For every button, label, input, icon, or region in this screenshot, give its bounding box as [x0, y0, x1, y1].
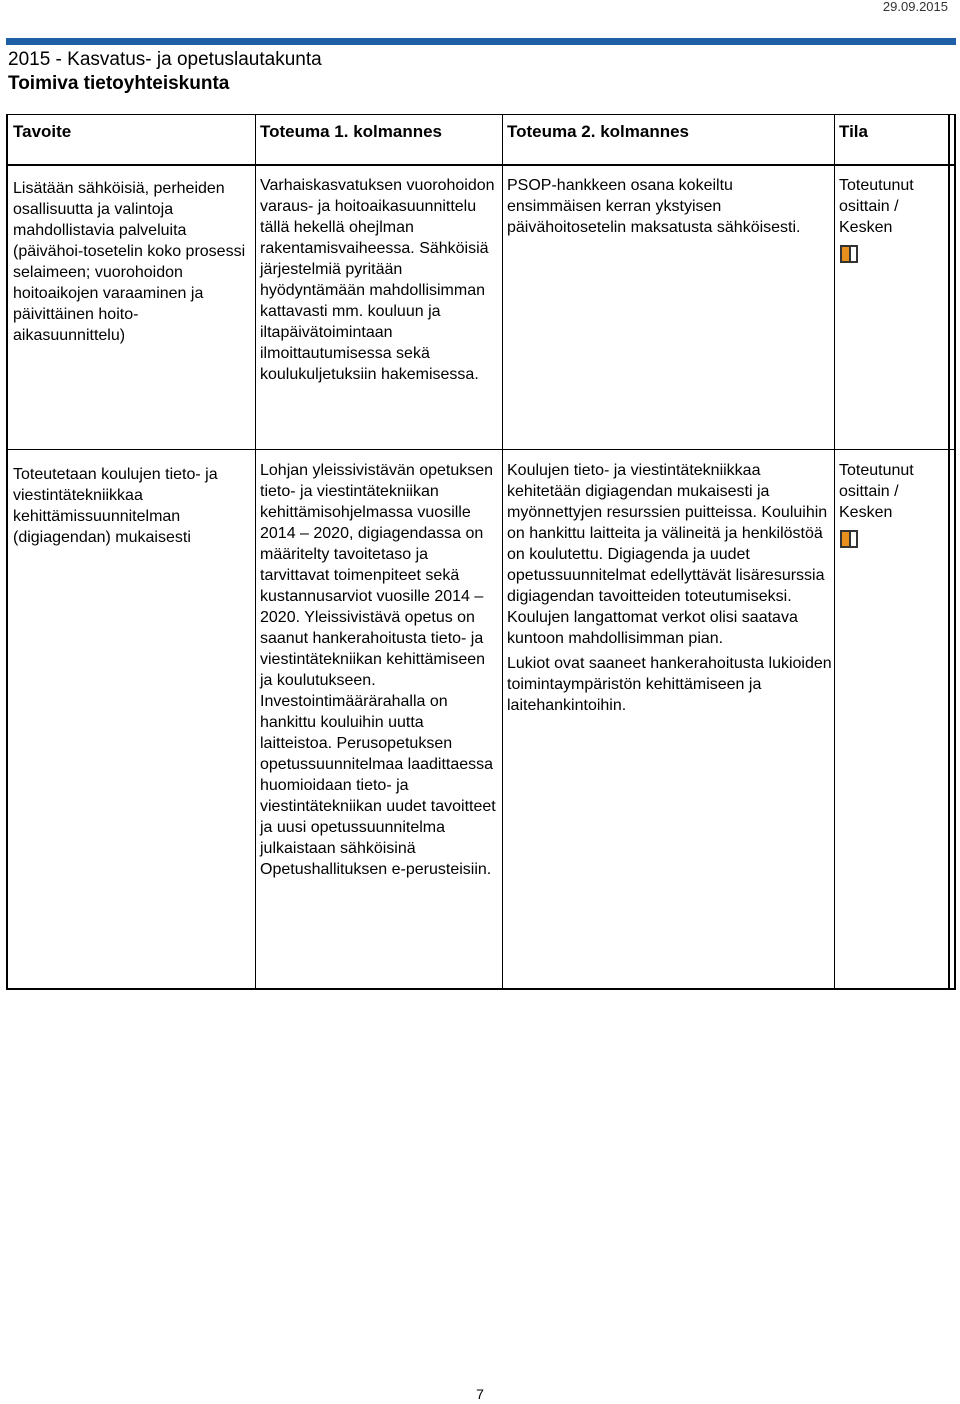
goals-table: [6, 114, 956, 990]
row-1-toteuma-1: Varhaiskasvatuksen vuorohoidon varaus- ja hoitoaikasuunnittelu tällä hekellä ohejlman rakentamisvaiheessa. Sähköisiä järjestelmiä pyritään hyödyntämään mahdollisimman kattavasti mm. kouluun ja iltapäivätoimintaan ilmoittautumisessa sekä koulukuljetuksiin hakemisessa.: [260, 177, 495, 383]
row-2-tila: Toteutunut osittain / Kesken: [839, 462, 914, 521]
column-divider: [502, 114, 503, 988]
column-header-tila: Tila: [839, 122, 868, 141]
column-divider: [948, 114, 950, 988]
half-filled-status-icon: [840, 530, 858, 548]
row-2-toteuma-2-paragraph: Koulujen tieto- ja viestintätekniikkaa kehitetään digiagendan mukaisesti ja myönnettyjen resurssien puitteissa. Kouluihin on hankittu laitteita ja välineitä ja henkilöstöä on koulutettu. Digiagenda ja uudet opetussuunnitelmat edellyttävät lisäresurssia digiagendan tavoitteiden toteutumiseksi. Koulujen langattomat verkot olisi saatava kuntoon mahdollisimman pian.: [507, 462, 828, 647]
header-accent-bar: [6, 38, 956, 45]
row-1-toteuma-2-paragraph: PSOP-hankkeen osana kokeiltu ensimmäisen kerran ykstyisen päivähoitosetelin maksatusta sähköisesti.: [507, 177, 801, 236]
column-header-toteuma-1: Toteuma 1. kolmannes: [260, 122, 443, 141]
half-filled-status-icon: [840, 245, 858, 263]
column-divider: [255, 114, 256, 988]
column-divider: [834, 114, 835, 988]
page-subtitle: Toimiva tietoyhteiskunta: [8, 73, 230, 94]
table-header-row: [8, 114, 954, 166]
row-2-toteuma-1: Lohjan yleissivistävän opetuksen tieto- ja viestintätekniikan kehittämisohjelmassa vuosille 2014 – 2020, digiagendassa on määritelty tavoitetaso ja tarvittavat toimenpiteet sekä kustannusarviot vuosille 2014 – 2020. Yleissivistävä opetus on saanut hankerahoitusta tieto- ja viestintätekniikan kehittämiseen ja koulutukseen. Investointimäärärahalla on hankittu kouluihin uutta laitteistoa. Perusopetuksen opetussuunnitelmaa laadittaessa huomioidaan tieto- ja viestintätekniikan uudet tavoitteet ja uusi opetussuunnitelma julkaistaan sähköisinä Opetushallituksen e-perusteisiin.: [260, 462, 496, 878]
row-2-toteuma-2: [507, 460, 833, 716]
page-title: 2015 - Kasvatus- ja opetuslautakunta: [8, 49, 322, 70]
report-date: 29.09.2015: [882, 0, 948, 14]
column-header-tavoite: Tavoite: [13, 122, 72, 141]
page-number: 7: [476, 1386, 484, 1402]
column-header-toteuma-2: Toteuma 2. kolmannes: [507, 122, 690, 141]
row-1-tila: Toteutunut osittain / Kesken: [839, 177, 914, 236]
row-2-toteuma-2-paragraph: Lukiot ovat saaneet hankerahoitusta lukioiden toimintaympäristön kehittämiseen ja laitehankintoihin.: [507, 655, 832, 714]
row-1-toteuma-2: [507, 175, 827, 238]
row-2-tavoite: Toteutetaan koulujen tieto- ja viestintätekniikkaa kehittämissuunnitelman (digiagendan) mukaisesti: [13, 466, 218, 546]
row-divider: [8, 449, 954, 450]
row-1-tavoite: Lisätään sähköisiä, perheiden osallisuutta ja valintoja mahdollistavia palveluita (päivähoi-tosetelin koko prosessi selaimeen; vuorohoidon hoitoaikojen varaaminen ja päivittäinen hoito-aikasuunnittelu): [13, 180, 246, 344]
